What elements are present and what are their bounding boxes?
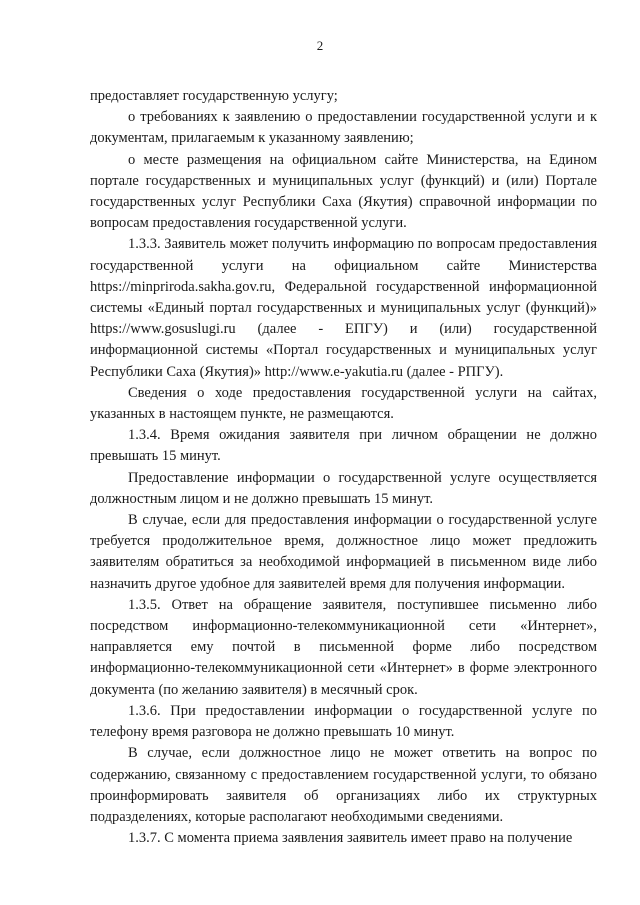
paragraph-10: 1.3.6. При предоставлении информации о государственной услуге по телефону время разговора не должно превышать 10 минут.	[90, 702, 597, 741]
paragraph-7: Предоставление информации о государственной услуге осуществляется должностным лицом и не должно превышать 15 минут.	[90, 469, 597, 507]
document-body	[90, 86, 597, 849]
paragraph-11: В случае, если должностное лицо не может ответить на вопрос по содержанию, связанному с предоставлением государственной услуги, то обязано проинформировать заявителя об организациях либо их структурных подразделениях, которые располагают необходимыми сведениями.	[90, 745, 597, 825]
paragraph-12: 1.3.7. С момента приема заявления заявитель имеет право на получение	[128, 830, 573, 847]
paragraph-5: Сведения о ходе предоставления государственной услуги на сайтах, указанных в настоящем пункте, не размещаются.	[90, 384, 597, 423]
paragraph-6: 1.3.4. Время ожидания заявителя при личном обращении не должно превышать 15 минут.	[90, 427, 597, 465]
paragraph-3: о месте размещения на официальном сайте Министерства, на Едином портале государственных и муниципальных услуг (функций) и (или) Портале государственных услуг Республики Саха (Якутия) справочной информации по вопросам предоставления государственной услуги.	[90, 151, 597, 232]
paragraph-4: 1.3.3. Заявитель может получить информацию по вопросам предоставления государственной услуги на официальном сайте Министерства https://minpriroda.sakha.gov.ru, Федеральной государственной информационной системы «Единый портал государственных и муниципальных услуг (функций)» https://www.gosuslugi.ru (далее - ЕПГУ) и (или) государственной информационной системы «Портал государственных и муниципальных услуг Республики Саха (Якутия)» http://www.e-yakutia.ru (далее - РПГУ).	[90, 236, 597, 380]
paragraph-9: 1.3.5. Ответ на обращение заявителя, поступившее письменно либо посредством информационно-телекоммуникационной сети «Интернет», направляется ему почтой в письменной форме либо посредством информационно-телекоммуникационной сети «Интернет» в форме электронного документа (по желанию заявителя) в месячный срок.	[90, 596, 597, 698]
paragraph-1: предоставляет государственную услугу;	[90, 88, 338, 104]
paragraph-2: о требованиях к заявлению о предоставлении государственной услуги и к документам, прилагаемым к указанному заявлению;	[90, 109, 597, 147]
page-number: 2	[316, 38, 324, 53]
paragraph-8: В случае, если для предоставления информации о государственной услуге требуется продолжительное время, должностное лицо может предложить заявителям обратиться за необходимой информацией в письменном виде либо назначить другое удобное для заявителей время для получения информации.	[90, 512, 597, 592]
